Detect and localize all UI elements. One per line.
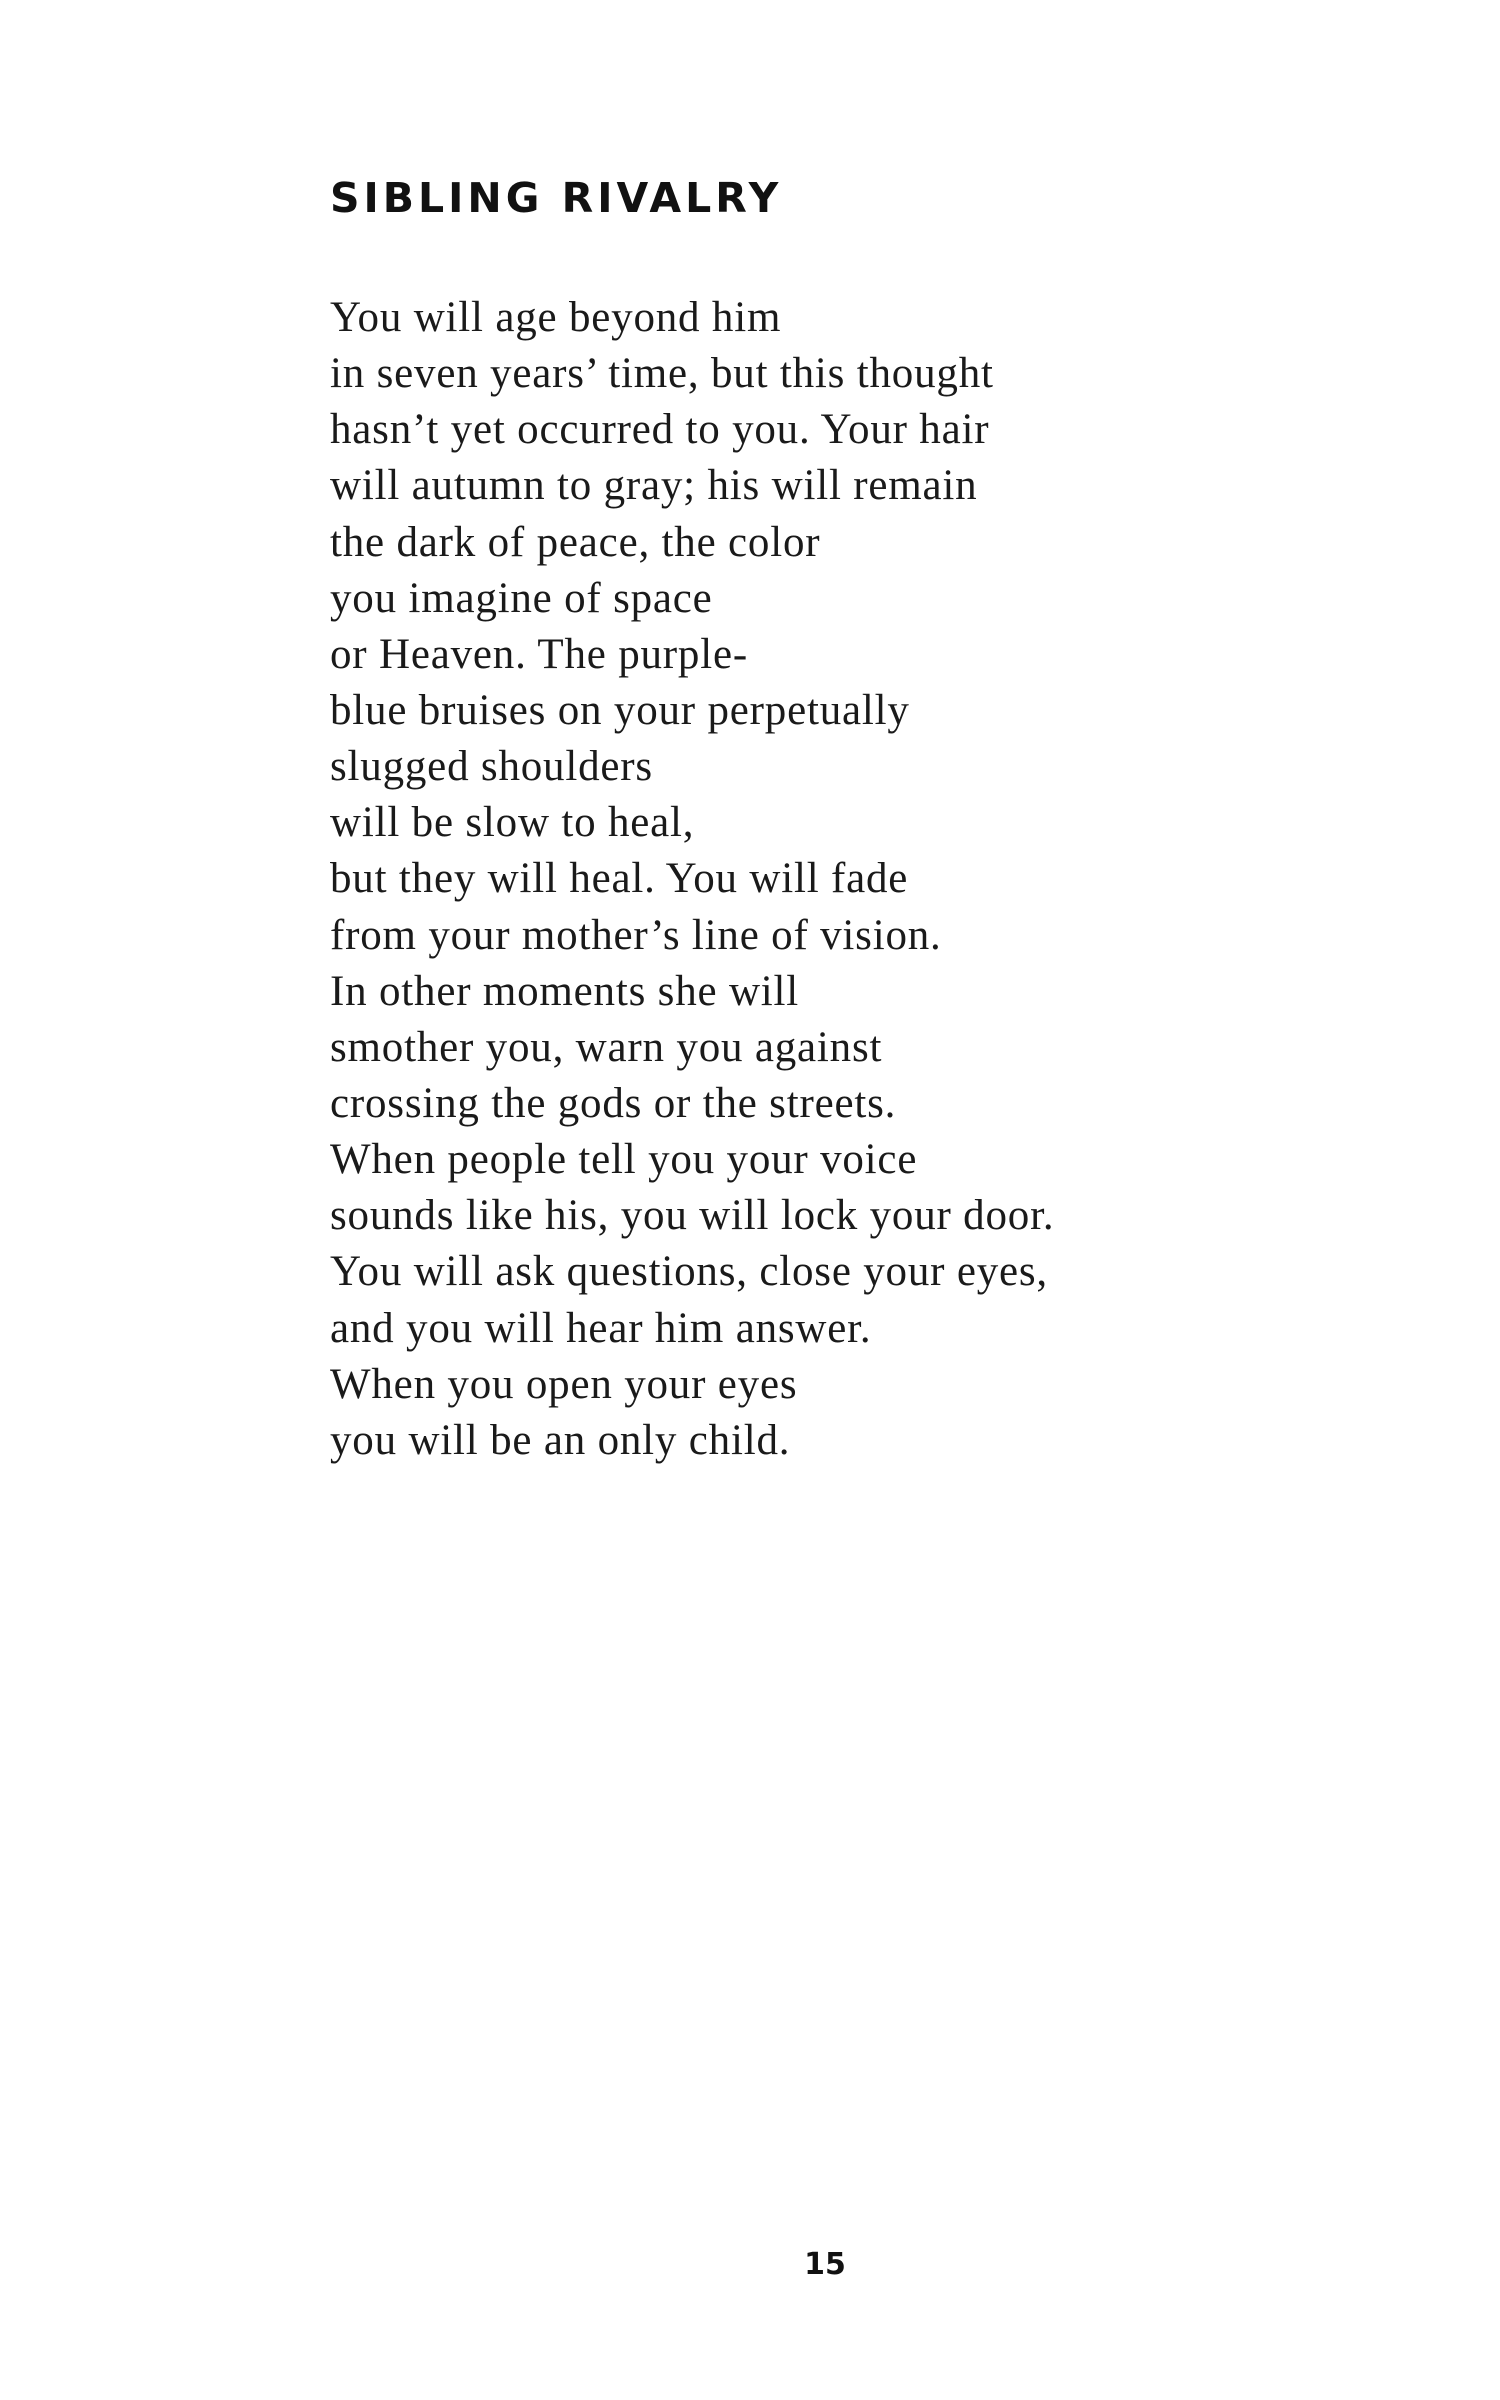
poem-line: slugged shoulders — [330, 743, 653, 791]
poem-line: you will be an only child. — [330, 1416, 791, 1464]
page-number: 15 — [804, 2247, 846, 2282]
poem-line: You will age beyond him — [330, 294, 782, 341]
poem-line: but they will heal. You will fade — [330, 855, 909, 903]
poem-line: sounds like his, you will lock your door. — [330, 1192, 1055, 1240]
poem-line: crossing the gods or the streets. — [330, 1079, 897, 1127]
poem-line: You will ask questions, close your eyes, — [330, 1248, 1048, 1296]
poem-line: will autumn to gray; his will remain — [330, 462, 978, 510]
poem-line: in seven years’ time, but this thought — [330, 350, 994, 398]
poem-line: you imagine of space — [330, 574, 713, 622]
poem-line: or Heaven. The purple- — [330, 630, 748, 678]
poem-line: When people tell you your voice — [330, 1136, 918, 1184]
poem-line: smother you, warn you against — [330, 1023, 883, 1071]
poem-line: from your mother’s line of vision. — [330, 911, 942, 959]
poem-line: In other moments she will — [330, 967, 800, 1015]
poem-body — [330, 290, 1054, 1469]
poem-line: When you open your eyes — [330, 1360, 798, 1408]
poem-line: the dark of peace, the color — [330, 518, 821, 566]
poem-line: hasn’t yet occurred to you. Your hair — [330, 406, 990, 454]
poem-line: will be slow to heal, — [330, 799, 695, 847]
poem-title: SIBLING RIVALRY — [330, 174, 783, 222]
poem-line: and you will hear him answer. — [330, 1304, 872, 1352]
poem-line: blue bruises on your perpetually — [330, 686, 910, 734]
